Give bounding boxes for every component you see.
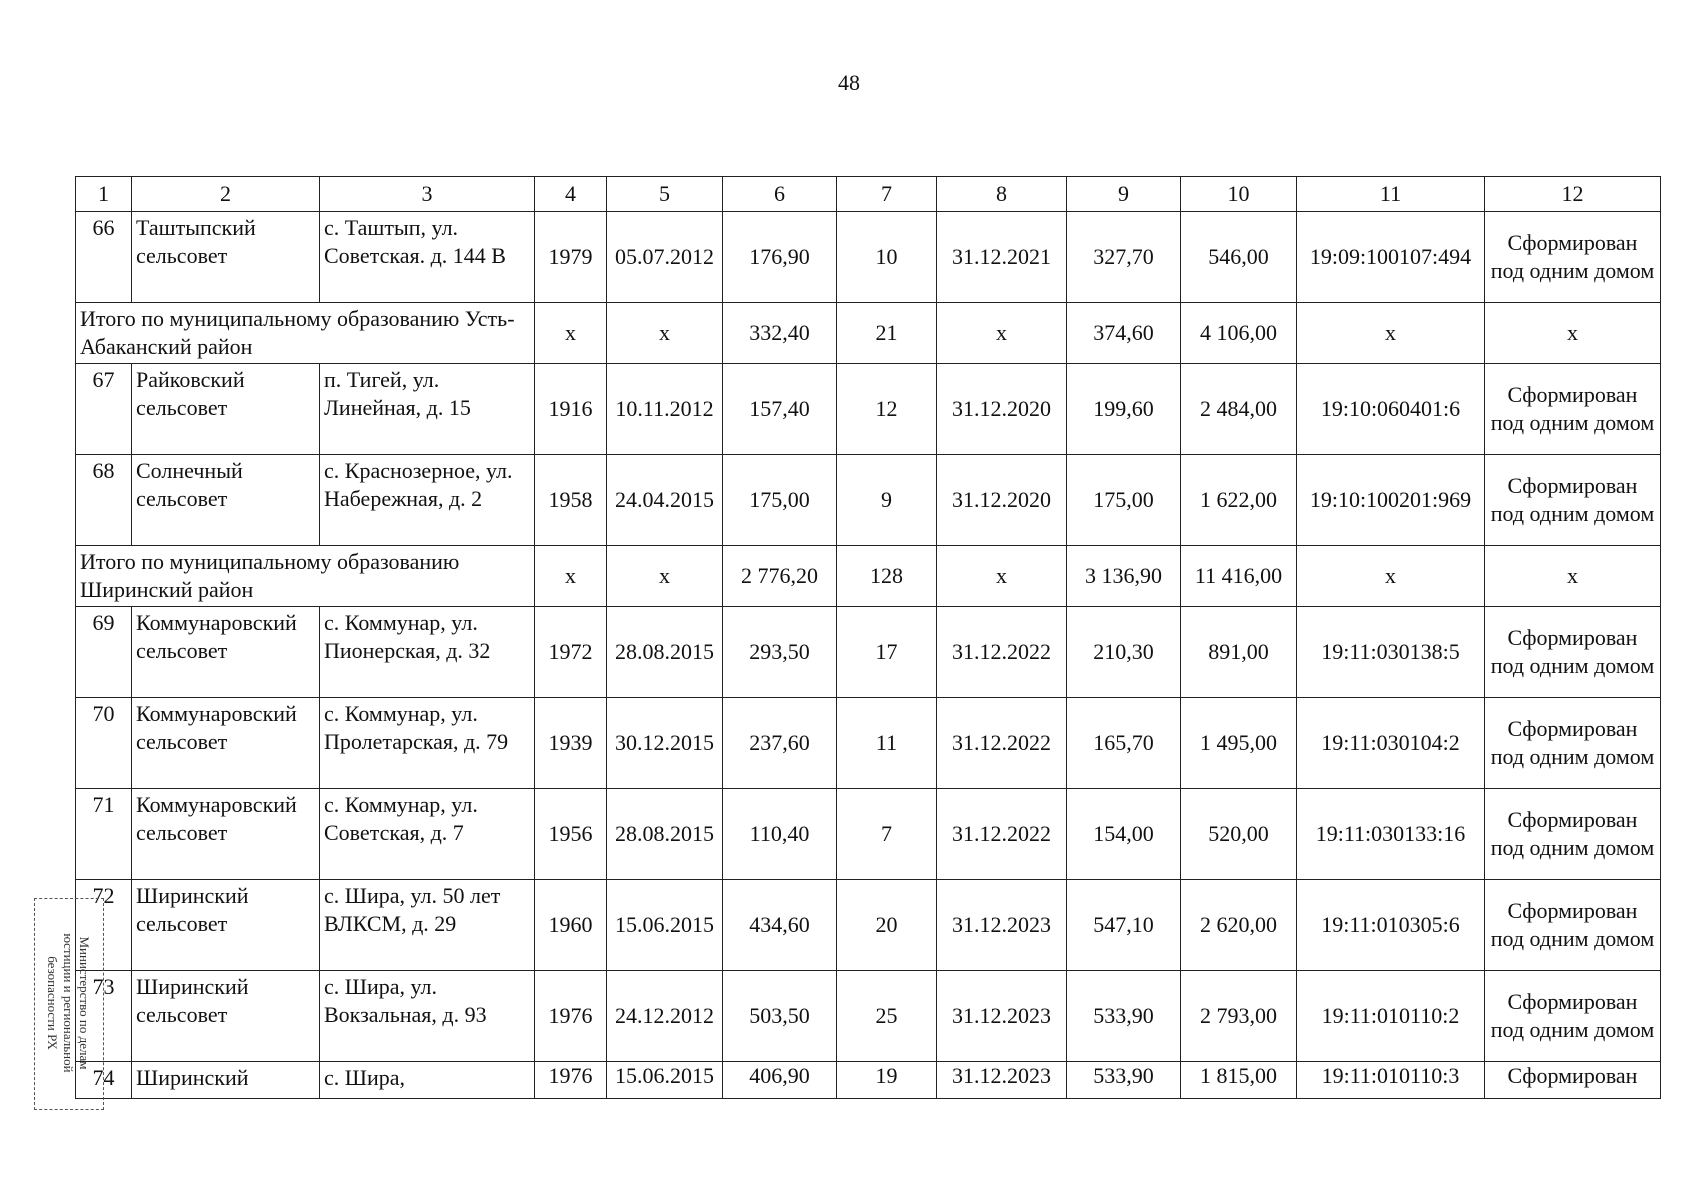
date-cell: 30.12.2015: [607, 698, 723, 789]
total-cell: 4 106,00: [1181, 303, 1297, 364]
value-cell: 199,60: [1067, 364, 1181, 455]
deadline-cell: 31.12.2022: [937, 789, 1067, 880]
residents-cell: 20: [837, 880, 937, 971]
address-cell: с. Таштып, ул. Советская. д. 144 В: [320, 212, 535, 303]
status-cell: Сформирован под одним домом: [1485, 971, 1661, 1062]
total-cell: 374,60: [1067, 303, 1181, 364]
status-cell: Сформирован под одним домом: [1485, 880, 1661, 971]
value-cell: 533,90: [1067, 971, 1181, 1062]
date-cell: 15.06.2015: [607, 880, 723, 971]
year-cell: 1956: [535, 789, 607, 880]
row-number: 67: [76, 364, 132, 455]
table-row: [76, 971, 1661, 1062]
settlement-cell: Коммунаровский сельсовет: [132, 789, 320, 880]
status-cell: Сформирован под одним домом: [1485, 698, 1661, 789]
table-row: [76, 698, 1661, 789]
area-cell: 503,50: [723, 971, 837, 1062]
column-header: 2: [132, 177, 320, 212]
residents-cell: 19: [837, 1062, 937, 1099]
value-cell: 165,70: [1067, 698, 1181, 789]
total-row: [76, 303, 1661, 364]
value-cell: 210,30: [1067, 607, 1181, 698]
date-cell: 15.06.2015: [607, 1062, 723, 1099]
value-cell: 520,00: [1181, 789, 1297, 880]
date-cell: 24.04.2015: [607, 455, 723, 546]
settlement-cell: Коммунаровский сельсовет: [132, 698, 320, 789]
total-cell: 11 416,00: [1181, 546, 1297, 607]
value-cell: 154,00: [1067, 789, 1181, 880]
total-cell: х: [607, 546, 723, 607]
year-cell: 1979: [535, 212, 607, 303]
deadline-cell: 31.12.2021: [937, 212, 1067, 303]
residents-cell: 25: [837, 971, 937, 1062]
value-cell: 533,90: [1067, 1062, 1181, 1099]
area-cell: 237,60: [723, 698, 837, 789]
stamp-line: юстиции и региональной: [61, 933, 76, 1073]
row-number: 69: [76, 607, 132, 698]
date-cell: 28.08.2015: [607, 607, 723, 698]
address-cell: с. Шира, ул. 50 лет ВЛКСМ, д. 29: [320, 880, 535, 971]
settlement-cell: Коммунаровский сельсовет: [132, 607, 320, 698]
residents-cell: 9: [837, 455, 937, 546]
value-cell: 547,10: [1067, 880, 1181, 971]
cadastral-number-cell: 19:11:010110:2: [1297, 971, 1485, 1062]
cadastral-number-cell: 19:10:060401:6: [1297, 364, 1485, 455]
cadastral-number-cell: 19:11:030104:2: [1297, 698, 1485, 789]
address-cell: п. Тигей, ул. Линейная, д. 15: [320, 364, 535, 455]
date-cell: 10.11.2012: [607, 364, 723, 455]
value-cell: 2 793,00: [1181, 971, 1297, 1062]
settlement-cell: Ширинский сельсовет: [132, 971, 320, 1062]
status-cell: Сформирован под одним домом: [1485, 607, 1661, 698]
cadastral-number-cell: 19:11:010110:3: [1297, 1062, 1485, 1099]
total-cell: х: [535, 546, 607, 607]
settlement-cell: Солнечный сельсовет: [132, 455, 320, 546]
area-cell: 110,40: [723, 789, 837, 880]
deadline-cell: 31.12.2022: [937, 607, 1067, 698]
value-cell: 2 620,00: [1181, 880, 1297, 971]
total-label: Итого по муниципальному образованию Усть-Абаканский район: [76, 303, 535, 364]
column-header: 1: [76, 177, 132, 212]
residents-cell: 12: [837, 364, 937, 455]
total-label: Итого по муниципальному образованию Ширинский район: [76, 546, 535, 607]
column-header: 12: [1485, 177, 1661, 212]
date-cell: 24.12.2012: [607, 971, 723, 1062]
area-cell: 175,00: [723, 455, 837, 546]
total-cell: х: [937, 546, 1067, 607]
status-cell: Сформирован под одним домом: [1485, 364, 1661, 455]
total-cell: х: [1485, 546, 1661, 607]
table-row: [76, 789, 1661, 880]
year-cell: 1972: [535, 607, 607, 698]
address-cell: с. Коммунар, ул. Пионерская, д. 32: [320, 607, 535, 698]
column-header: 5: [607, 177, 723, 212]
status-cell: Сформирован: [1485, 1062, 1661, 1099]
address-cell: с. Шира, ул. Вокзальная, д. 93: [320, 971, 535, 1062]
year-cell: 1976: [535, 1062, 607, 1099]
area-cell: 176,90: [723, 212, 837, 303]
table-body: [76, 177, 1661, 1099]
status-cell: Сформирован под одним домом: [1485, 789, 1661, 880]
deadline-cell: 31.12.2023: [937, 1062, 1067, 1099]
column-header: 6: [723, 177, 837, 212]
residents-cell: 7: [837, 789, 937, 880]
value-cell: 2 484,00: [1181, 364, 1297, 455]
area-cell: 157,40: [723, 364, 837, 455]
total-cell: 128: [837, 546, 937, 607]
stamp-line: Министерство по делам: [77, 936, 92, 1070]
stamp-line: безопасности РХ: [45, 956, 60, 1050]
value-cell: 175,00: [1067, 455, 1181, 546]
address-cell: с. Краснозерное, ул. Набережная, д. 2: [320, 455, 535, 546]
settlement-cell: Ширинский сельсовет: [132, 880, 320, 971]
settlement-cell: Таштыпский сельсовет: [132, 212, 320, 303]
row-number: 68: [76, 455, 132, 546]
value-cell: 1 622,00: [1181, 455, 1297, 546]
column-header: 4: [535, 177, 607, 212]
total-row: [76, 546, 1661, 607]
row-number: 71: [76, 789, 132, 880]
total-cell: х: [1485, 303, 1661, 364]
date-cell: 28.08.2015: [607, 789, 723, 880]
value-cell: 1 815,00: [1181, 1062, 1297, 1099]
deadline-cell: 31.12.2022: [937, 698, 1067, 789]
value-cell: 546,00: [1181, 212, 1297, 303]
column-header: 7: [837, 177, 937, 212]
total-cell: 332,40: [723, 303, 837, 364]
table-row: [76, 212, 1661, 303]
table-row: [76, 364, 1661, 455]
total-cell: х: [607, 303, 723, 364]
registry-table: [75, 176, 1661, 1099]
address-cell: с. Шира,: [320, 1062, 535, 1099]
row-number: 66: [76, 212, 132, 303]
year-cell: 1916: [535, 364, 607, 455]
column-header: 3: [320, 177, 535, 212]
table-row: [76, 1062, 1661, 1099]
area-cell: 293,50: [723, 607, 837, 698]
cadastral-number-cell: 19:11:010305:6: [1297, 880, 1485, 971]
row-number: 73: [76, 971, 132, 1062]
page-number: 48: [838, 70, 860, 95]
residents-cell: 11: [837, 698, 937, 789]
column-header: 8: [937, 177, 1067, 212]
cadastral-number-cell: 19:11:030138:5: [1297, 607, 1485, 698]
table-row: [76, 607, 1661, 698]
column-header: 11: [1297, 177, 1485, 212]
deadline-cell: 31.12.2020: [937, 364, 1067, 455]
status-cell: Сформирован под одним домом: [1485, 212, 1661, 303]
cadastral-number-cell: 19:09:100107:494: [1297, 212, 1485, 303]
column-header: 9: [1067, 177, 1181, 212]
settlement-cell: Райковский сельсовет: [132, 364, 320, 455]
cadastral-number-cell: 19:10:100201:969: [1297, 455, 1485, 546]
total-cell: х: [937, 303, 1067, 364]
row-number: 72: [76, 880, 132, 971]
area-cell: 434,60: [723, 880, 837, 971]
year-cell: 1958: [535, 455, 607, 546]
stamp-text: [34, 898, 102, 1108]
date-cell: 05.07.2012: [607, 212, 723, 303]
status-cell: Сформирован под одним домом: [1485, 455, 1661, 546]
year-cell: 1939: [535, 698, 607, 789]
value-cell: 891,00: [1181, 607, 1297, 698]
total-cell: х: [1297, 303, 1485, 364]
deadline-cell: 31.12.2020: [937, 455, 1067, 546]
column-header: 10: [1181, 177, 1297, 212]
table-row: [76, 880, 1661, 971]
residents-cell: 10: [837, 212, 937, 303]
value-cell: 1 495,00: [1181, 698, 1297, 789]
address-cell: с. Коммунар, ул. Пролетарская, д. 79: [320, 698, 535, 789]
row-number: 70: [76, 698, 132, 789]
year-cell: 1976: [535, 971, 607, 1062]
total-cell: х: [535, 303, 607, 364]
cadastral-number-cell: 19:11:030133:16: [1297, 789, 1485, 880]
deadline-cell: 31.12.2023: [937, 880, 1067, 971]
settlement-cell: Ширинский: [132, 1062, 320, 1099]
total-cell: 3 136,90: [1067, 546, 1181, 607]
table-row: [76, 455, 1661, 546]
address-cell: с. Коммунар, ул. Советская, д. 7: [320, 789, 535, 880]
deadline-cell: 31.12.2023: [937, 971, 1067, 1062]
total-cell: х: [1297, 546, 1485, 607]
total-cell: 21: [837, 303, 937, 364]
header-row: [76, 177, 1661, 212]
row-number: 74: [76, 1062, 132, 1099]
year-cell: 1960: [535, 880, 607, 971]
total-cell: 2 776,20: [723, 546, 837, 607]
residents-cell: 17: [837, 607, 937, 698]
value-cell: 327,70: [1067, 212, 1181, 303]
area-cell: 406,90: [723, 1062, 837, 1099]
